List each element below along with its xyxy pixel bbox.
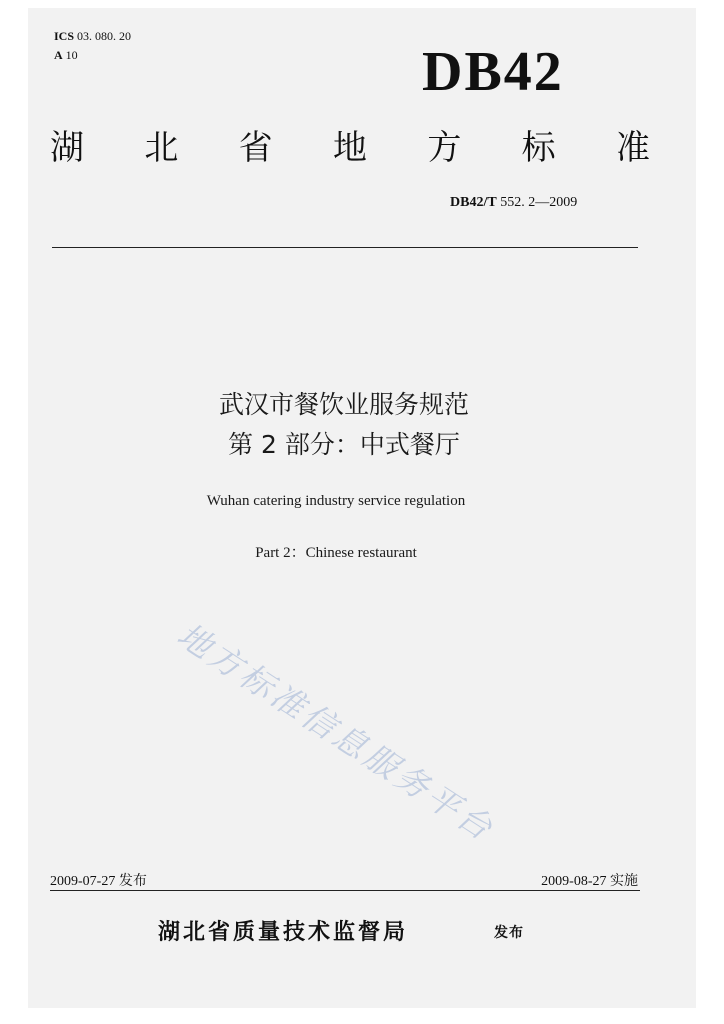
standard-type-char: 准 xyxy=(615,128,650,168)
implementation-date: 2009-08-27 实施 xyxy=(541,874,638,889)
standard-type-char: 地 xyxy=(332,128,367,168)
standard-type-char: 北 xyxy=(144,128,179,168)
ics-number: 03. 080. 20 xyxy=(77,29,132,43)
classification-number: 10 xyxy=(65,48,78,62)
standard-type-char: 湖 xyxy=(50,128,84,168)
header-divider xyxy=(52,247,638,248)
classification-letter: A xyxy=(54,48,63,62)
standard-type-title xyxy=(50,128,650,168)
ics-code xyxy=(54,30,131,43)
issue-date: 2009-07-27 发布 xyxy=(50,874,147,889)
standard-type-char: 省 xyxy=(238,128,273,168)
watermark: 地方标准信息服务平台 xyxy=(170,615,503,850)
title-chinese-line1: 武汉市餐饮业服务规范 xyxy=(218,390,469,419)
ics-label: ICS xyxy=(54,29,75,43)
standard-number-rest: 552. 2—2009 xyxy=(500,195,578,210)
title-english-line1: Wuhan catering industry service regulation xyxy=(206,493,466,509)
footer-divider xyxy=(50,890,640,891)
db-logo: DB42 xyxy=(422,41,564,103)
publisher-suffix: 发布 xyxy=(494,925,524,941)
standard-type-char: 标 xyxy=(521,128,556,168)
standard-number-prefix: DB42/T xyxy=(450,195,497,210)
classification-code xyxy=(54,48,78,63)
standard-number xyxy=(450,195,577,211)
publisher-name: 湖北省质量技术监督局 xyxy=(158,920,409,945)
title-chinese-line2: 第 2 部分：中式餐厅 xyxy=(228,430,460,459)
standard-type-char: 方 xyxy=(427,128,462,168)
title-english-line2: Part 2：Chinese restaurant xyxy=(255,545,417,561)
